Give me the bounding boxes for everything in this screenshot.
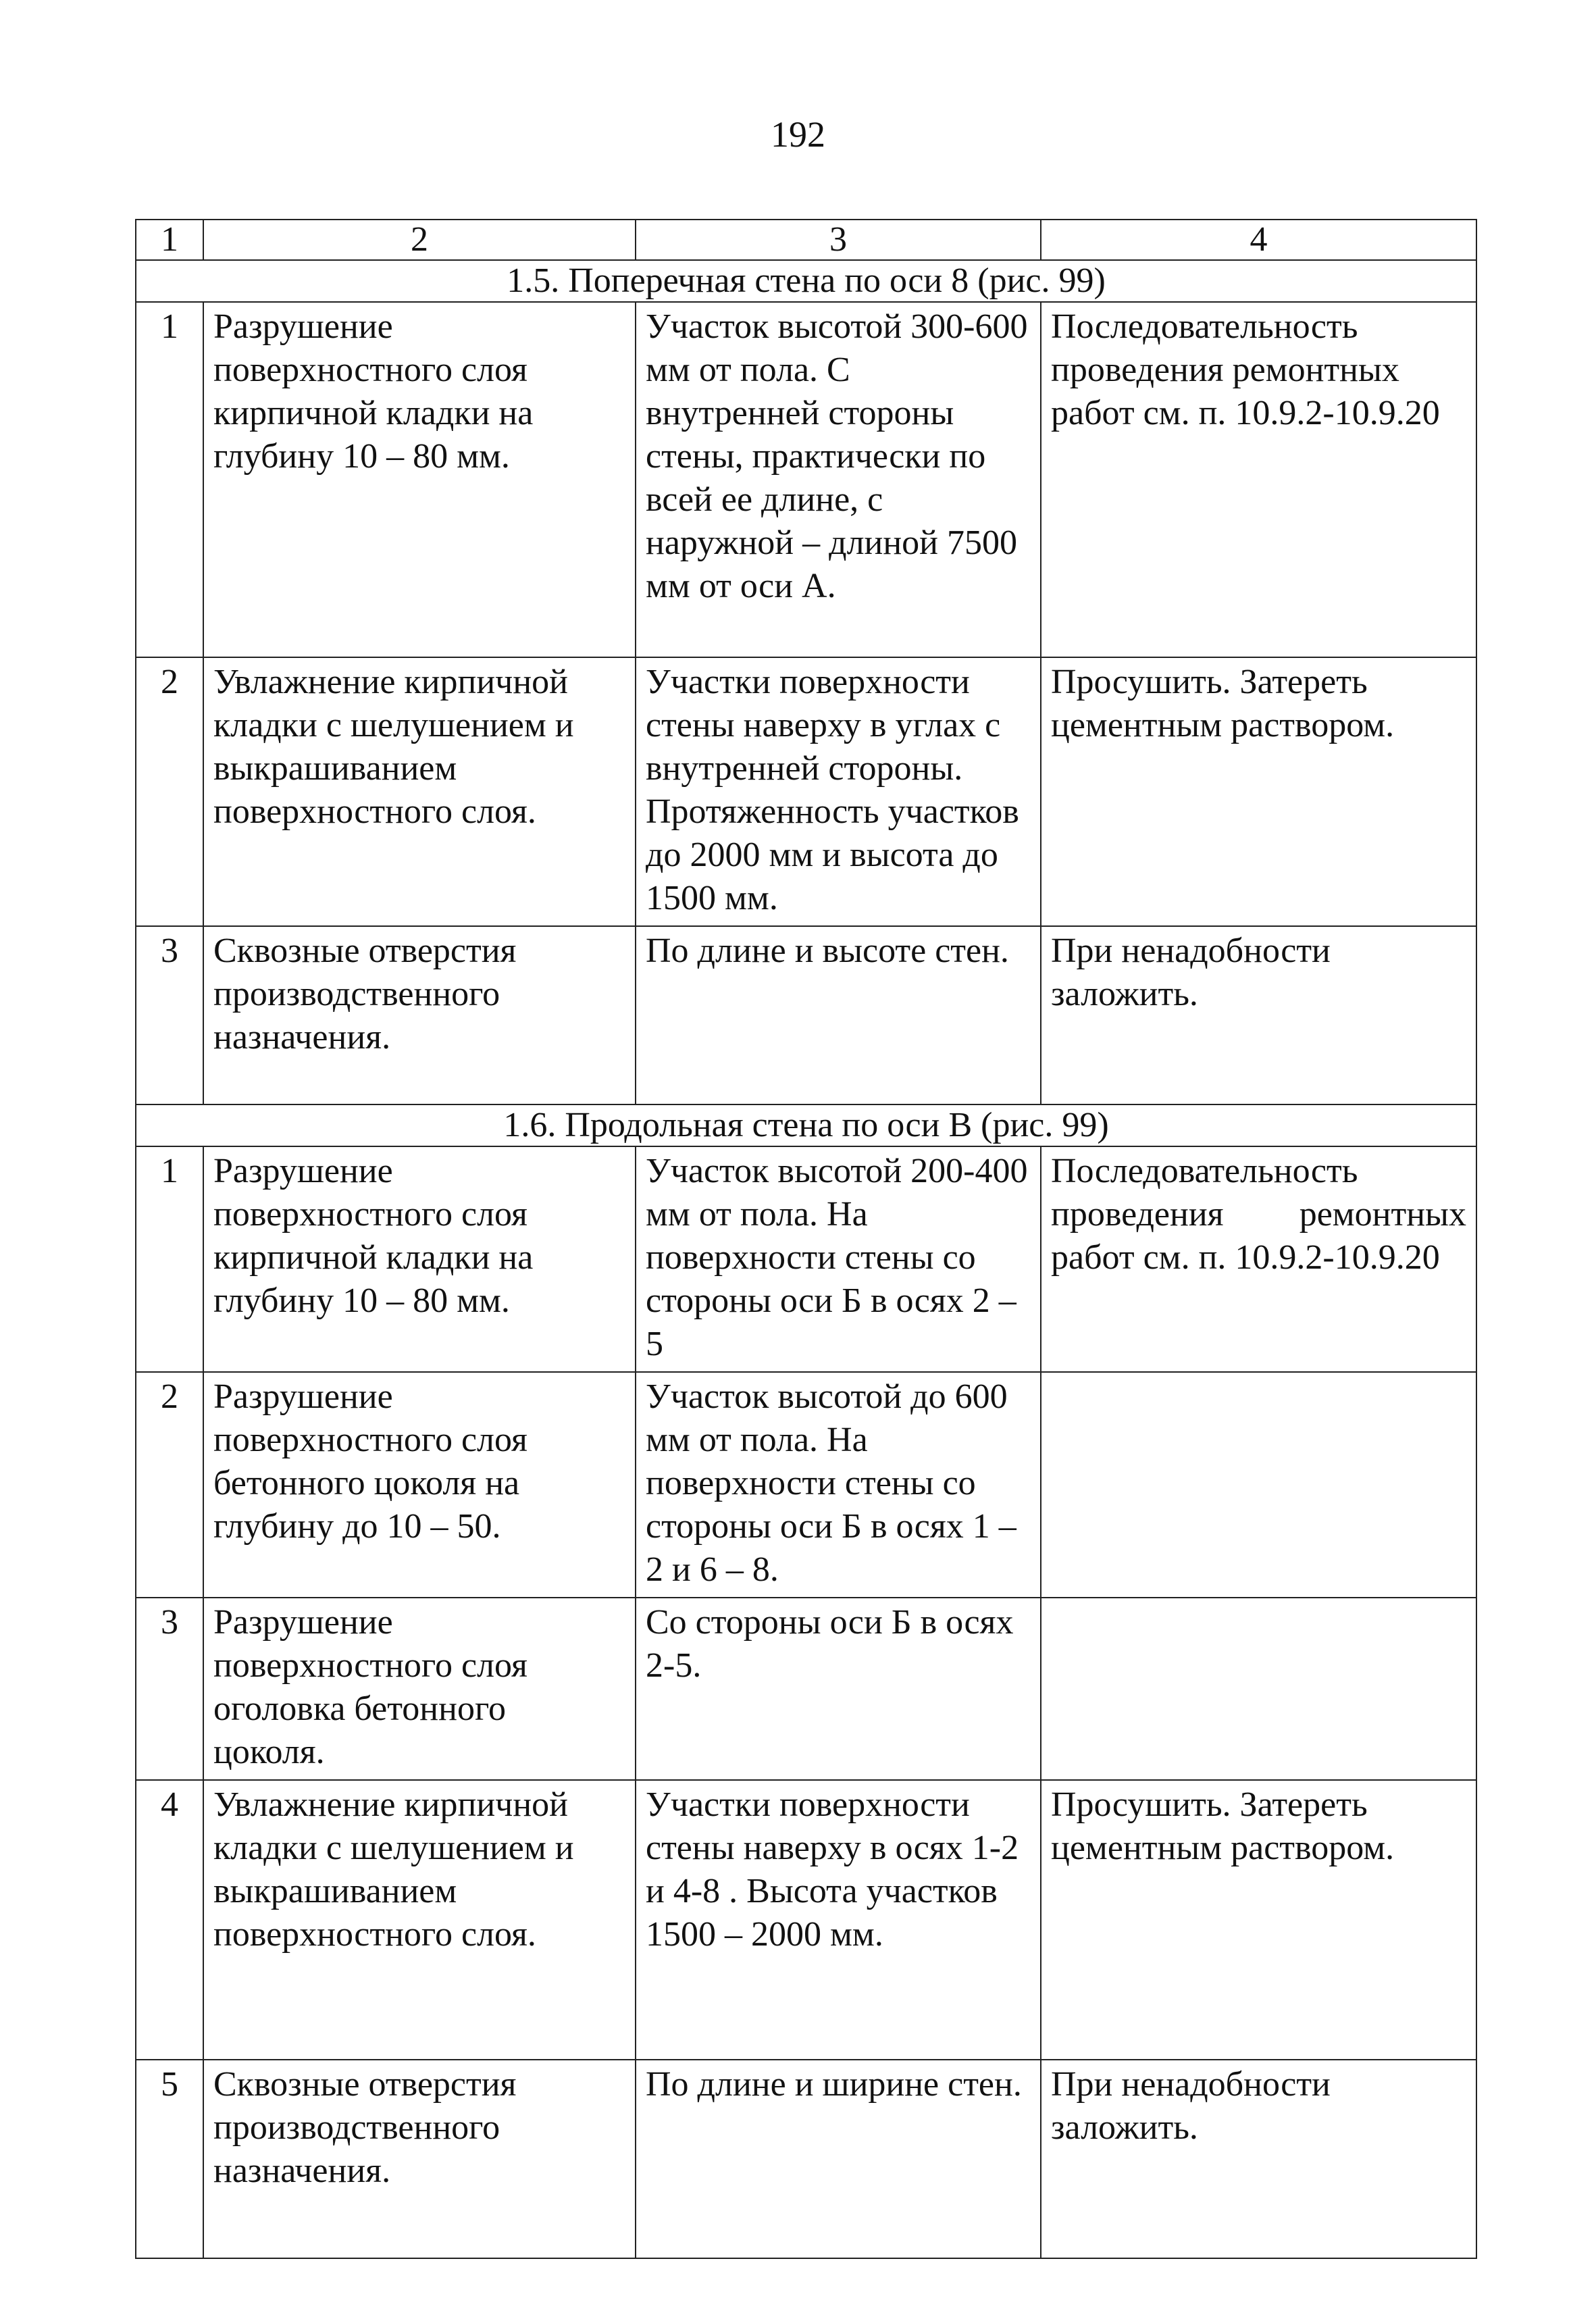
location-cell: Участок высотой 200-400 мм от пола. На поверхности стены со стороны оси Б в осях 2 – 5 [636, 1146, 1041, 1372]
recommendation-cell [1041, 1372, 1476, 1598]
section-title-row [136, 1104, 1476, 1146]
recommendation-cell [1041, 1598, 1476, 1780]
defect-cell: Увлажнение кирпичной кладки с шелушением и выкрашиванием поверхностного слоя. [203, 1780, 636, 2060]
recommendation-cell: Последовательность проведения ремонтных работ см. п. 10.9.2-10.9.20 [1041, 1146, 1476, 1372]
recommendation-cell: При ненадобности заложить. [1041, 926, 1476, 1104]
recommendation-cell: Последовательность проведения ремонтных работ см. п. 10.9.2-10.9.20 [1041, 302, 1476, 657]
defect-cell: Увлажнение кирпичной кладки с шелушением и выкрашиванием поверхностного слоя. [203, 657, 636, 926]
row-number: 2 [136, 657, 203, 926]
section-title: 1.6. Продольная стена по оси В (рис. 99) [136, 1104, 1476, 1146]
recommendation-cell: Просушить. Затереть цементным раствором. [1041, 1780, 1476, 2060]
page-number: 192 [771, 114, 825, 155]
table-row [136, 302, 1476, 657]
location-cell: Участок высотой 300-600 мм от пола. С внутренней стороны стены, практически по всей ее длине, с наружной – длиной 7500 мм от оси А. [636, 302, 1041, 657]
row-number: 3 [136, 926, 203, 1104]
location-cell: Участки поверхности стены наверху в осях 1-2 и 4-8 . Высота участков 1500 – 2000 мм. [636, 1780, 1041, 2060]
location-cell: По длине и высоте стен. [636, 926, 1041, 1104]
table-header-row [136, 220, 1476, 260]
section-title-row [136, 260, 1476, 302]
location-cell: По длине и ширине стен. [636, 2060, 1041, 2258]
defect-cell: Разрушение поверхностного слоя бетонного цоколя на глубину до 10 – 50. [203, 1372, 636, 1598]
table-row [136, 657, 1476, 926]
recommendation-cell: При ненадобности заложить. [1041, 2060, 1476, 2258]
defect-cell: Сквозные отверстия производственного назначения. [203, 2060, 636, 2258]
location-cell: Участки поверхности стены наверху в углах с внутренней стороны. Протяженность участков до 2000 мм и высота до 1500 мм. [636, 657, 1041, 926]
row-number: 5 [136, 2060, 203, 2258]
header-cell: 2 [203, 220, 636, 260]
defects-table [135, 219, 1477, 2259]
defect-cell: Разрушение поверхностного слоя кирпичной кладки на глубину 10 – 80 мм. [203, 302, 636, 657]
section-title: 1.5. Поперечная стена по оси 8 (рис. 99) [136, 260, 1476, 302]
row-number: 2 [136, 1372, 203, 1598]
defect-cell: Сквозные отверстия производственного назначения. [203, 926, 636, 1104]
row-number: 4 [136, 1780, 203, 2060]
header-cell: 3 [636, 220, 1041, 260]
table-row [136, 2060, 1476, 2258]
table-row [136, 926, 1476, 1104]
location-cell: Со стороны оси Б в осях 2-5. [636, 1598, 1041, 1780]
row-number: 3 [136, 1598, 203, 1780]
table-row [136, 1146, 1476, 1372]
table-row [136, 1780, 1476, 2060]
defect-cell: Разрушение поверхностного слоя кирпичной кладки на глубину 10 – 80 мм. [203, 1146, 636, 1372]
location-cell: Участок высотой до 600 мм от пола. На поверхности стены со стороны оси Б в осях 1 – 2 и 6 – 8. [636, 1372, 1041, 1598]
row-number: 1 [136, 302, 203, 657]
header-cell: 4 [1041, 220, 1476, 260]
defect-cell: Разрушение поверхностного слоя оголовка бетонного цоколя. [203, 1598, 636, 1780]
recommendation-cell: Просушить. Затереть цементным раствором. [1041, 657, 1476, 926]
table-row [136, 1372, 1476, 1598]
row-number: 1 [136, 1146, 203, 1372]
header-cell: 1 [136, 220, 203, 260]
table-row [136, 1598, 1476, 1780]
